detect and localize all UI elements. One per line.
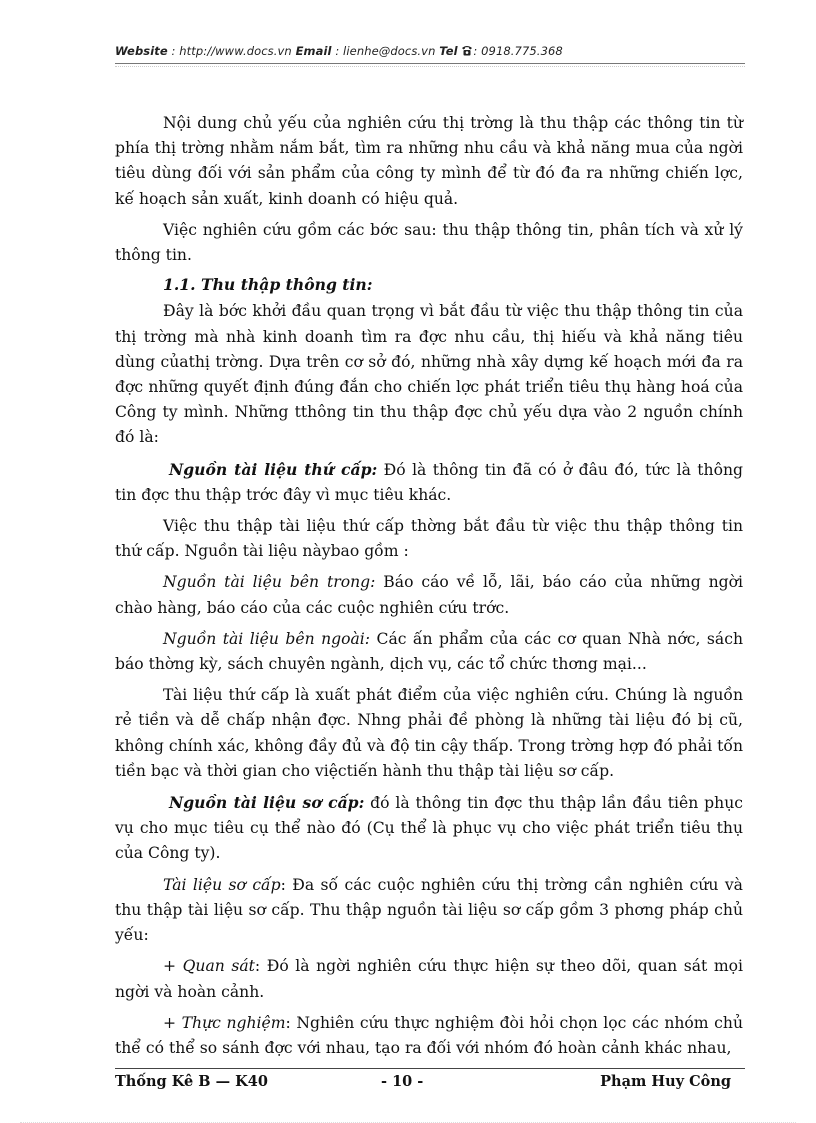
paragraph (115, 627, 743, 677)
page-footer (115, 1073, 745, 1093)
header-rule (115, 63, 745, 64)
paragraph-text: : Đa số các cuộc nghiên cứu thị trờng cần nghiên cứu và thu thập tài liệu sơ cấp. Thu thập nguồn tài liệu sơ cấp gồm 3 phơng pháp chủ yếu: (115, 875, 743, 945)
tel-label: Tel (439, 44, 458, 58)
section-heading: 1.1. Thu thập thông tin: (163, 275, 373, 295)
paragraph: Việc thu thập tài liệu thứ cấp thờng bắt đầu từ việc thu thập thông tin thứ cấp. Nguồn tài liệu nàybao gồm : (115, 517, 743, 561)
paragraph-text: Đó là thông tin đã có ở đâu đó, tức là thông tin đợc thu thập trớc đây vì mục tiêu khác. (115, 460, 744, 504)
telephone-icon (461, 45, 473, 59)
paragraph-lead: Tài liệu sơ cấp (163, 875, 281, 894)
paragraph: Đây là bớc khởi đầu quan trọng vì bắt đầu từ việc thu thập thông tin của thị trờng mà nhà kinh doanh tìm ra đợc nhu cầu, thị hiếu và khả năng tiêu dùng củathị trờng. Dựa trên cơ sở đó, những nhà xây dựng kế hoạch mới đa ra đợc những quyết định đúng đắn cho chiến lợc phát triển tiêu thụ hàng hoá của Công ty mình. Những tthông tin thu thập đợc chủ yếu dựa vào 2 nguồn chính đó là: (115, 302, 743, 447)
paragraph (115, 457, 743, 508)
footer-class-label: Thống Kê B — K40 (115, 1073, 268, 1090)
paragraph-lead: + Thực nghiệm (163, 1013, 286, 1032)
document-body (115, 111, 743, 1061)
paragraph (115, 790, 743, 867)
header-dotted-rule (115, 66, 745, 67)
paragraph-lead: + Quan sát (163, 957, 255, 976)
paragraph: Nội dung chủ yếu của nghiên cứu thị trờng là thu thập các thông tin từ phía thị trờng nhằm nắm bắt, tìm ra những nhu cầu và khả năng mua của ngời tiêu dùng đối với sản phẩm của công ty mình để từ đó đa ra những chiến lợc, kế hoạch sản xuất, kinh doanh có hiệu quả. (115, 114, 743, 208)
paragraph-lead: Nguồn tài liệu thứ cấp: (169, 459, 378, 479)
paragraph-text: : Nghiên cứu thực nghiệm đòi hỏi chọn lọc các nhóm chủ thể có thể so sánh đợc với nhau, tạo ra đối với nhóm đó hoàn cảnh khác nhau, (115, 1013, 743, 1057)
paragraph-text: : Đó là ngời nghiên cứu thực hiện sự theo dõi, quan sát mọi ngời và hoàn cảnh. (115, 957, 743, 1001)
paragraph-lead: Nguồn tài liệu sơ cấp: (169, 793, 365, 813)
footer-rule (115, 1068, 745, 1069)
paragraph-text: Báo cáo về lỗ, lãi, báo cáo của những ngời chào hàng, báo cáo của các cuộc nghiên cứu trớc. (115, 573, 743, 617)
tel-value: : 0918.775.368 (473, 44, 563, 58)
website-label: Website (115, 44, 168, 58)
page-header (115, 44, 745, 59)
paragraph-lead: Nguồn tài liệu bên ngoài: (163, 629, 371, 648)
paragraph (115, 570, 743, 620)
footer-author: Phạm Huy Công (600, 1073, 731, 1090)
paragraph (115, 873, 743, 949)
paragraph: Tài liệu thứ cấp là xuất phát điểm của việc nghiên cứu. Chúng là nguồn rẻ tiền và dễ chấp nhận đợc. Nhng phải đề phòng là những tài liệu đó bị cũ, không chính xác, không đầy đủ và độ tin cậy thấp. Trong trờng hợp đó phải tốn tiền bạc và thời gian cho việctiến hành thu thập tài liệu sơ cấp. (115, 686, 743, 780)
email-label: Email (295, 44, 332, 58)
email-value: : lienhe@docs.vn (331, 44, 440, 58)
paragraph (115, 954, 743, 1004)
website-value: : http://www.docs.vn (167, 44, 296, 58)
paragraph (115, 1011, 743, 1061)
paragraph: Việc nghiên cứu gồm các bớc sau: thu thập thông tin, phân tích và xử lý thông tin. (115, 220, 743, 265)
paragraph-text: Các ấn phẩm của các cơ quan Nhà nớc, sách báo thờng kỳ, sách chuyên ngành, dịch vụ, các tổ chức thơng mại... (115, 629, 743, 674)
paragraph-lead: Nguồn tài liệu bên trong: (163, 573, 376, 592)
paragraph-text: đó là thông tin đợc thu thập lần đầu tiên phục vụ cho mục tiêu cụ thể nào đó (Cụ thể là phục vụ cho việc phát triển tiêu thụ của Công ty). (115, 794, 743, 863)
page-number: - 10 - (381, 1073, 424, 1090)
